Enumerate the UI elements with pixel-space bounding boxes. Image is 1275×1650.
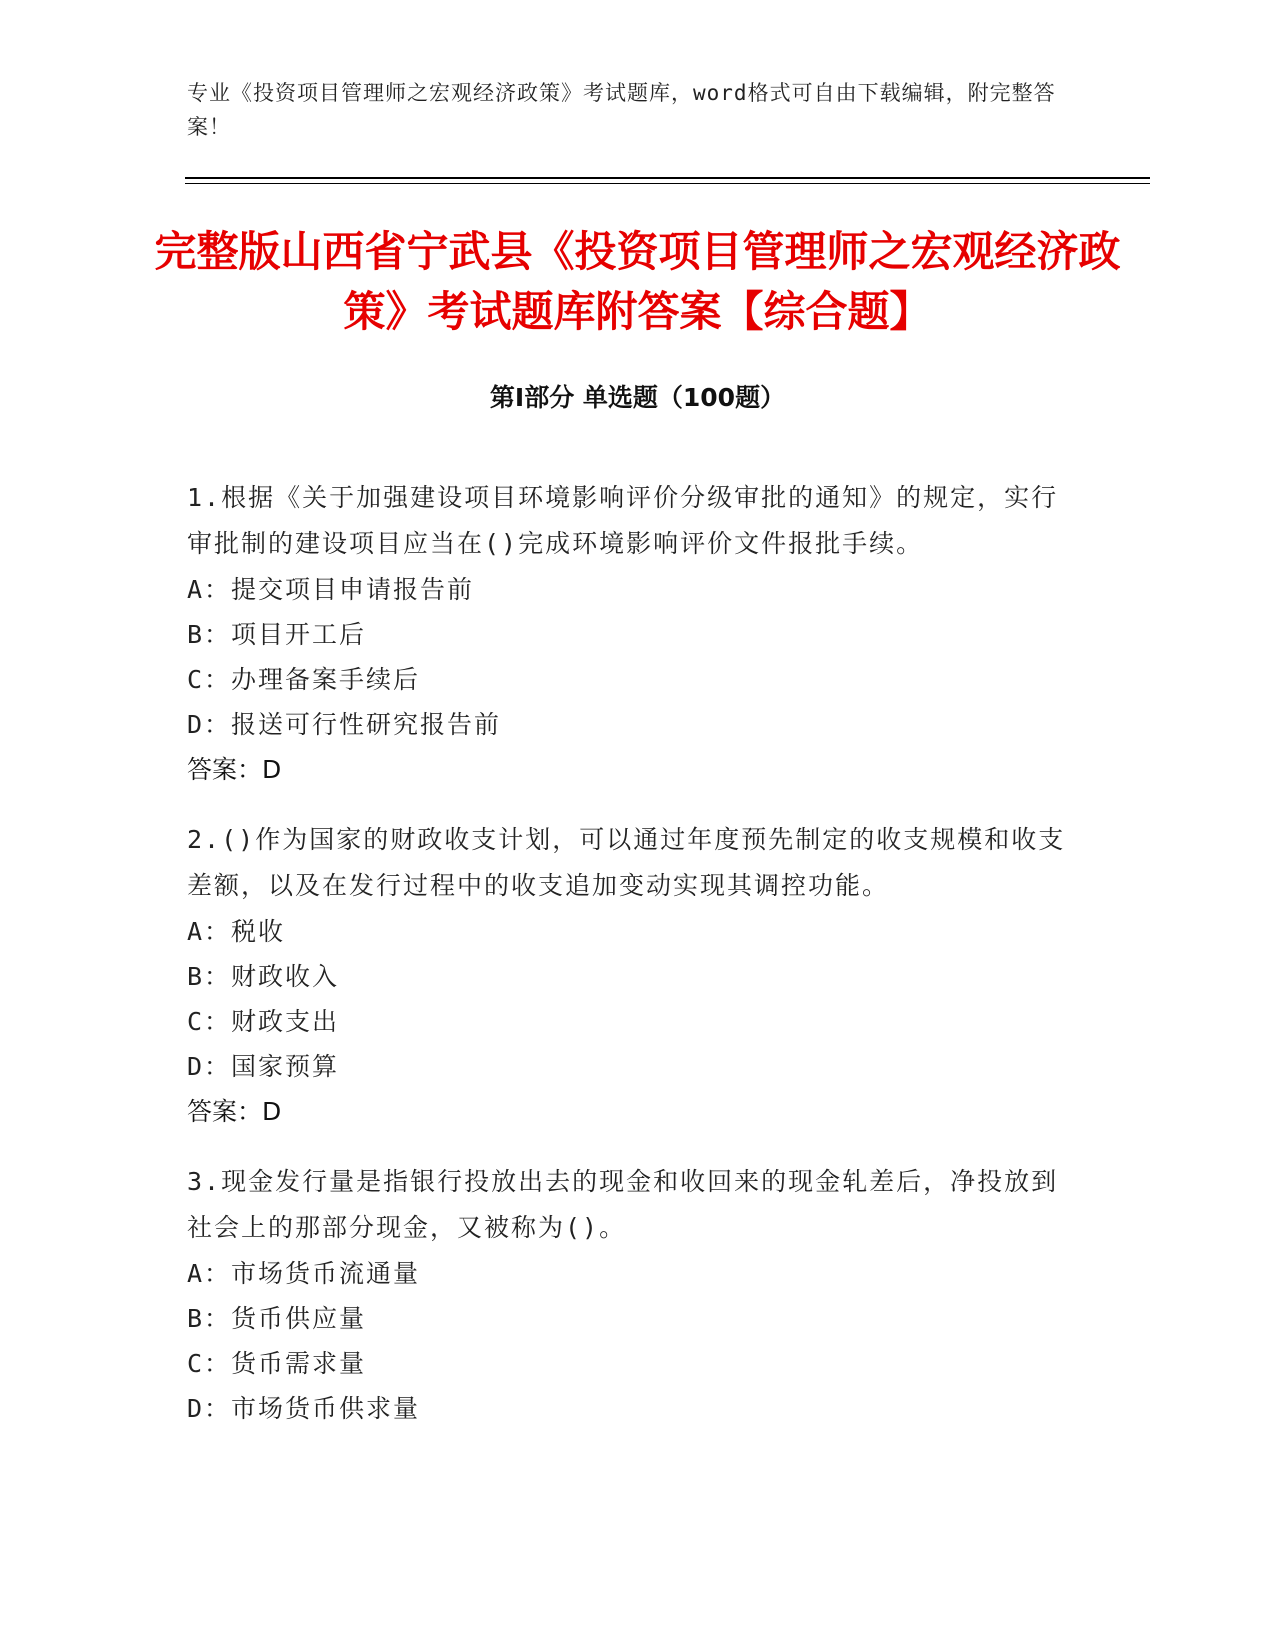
answer: 答案：D [187, 1097, 282, 1126]
question-stem: 1.根据《关于加强建设项目环境影响评价分级审批的通知》的规定，实行审批制的建设项目应当在()完成环境影响评价文件报批手续。 [187, 483, 1059, 558]
question-1 [187, 475, 1067, 793]
question-3 [187, 1159, 1067, 1431]
question-list [187, 475, 1067, 1455]
answer: 答案：D [187, 755, 282, 784]
section-title: 第Ⅰ部分 单选题（100题） [489, 383, 786, 412]
option-a: A：市场货币流通量 [187, 1259, 421, 1288]
option-a: A：提交项目申请报告前 [187, 575, 475, 604]
option-c: C：办理备案手续后 [187, 665, 421, 694]
option-a: A：税收 [187, 917, 286, 946]
option-c: C：财政支出 [187, 1007, 340, 1036]
question-stem: 2.()作为国家的财政收支计划，可以通过年度预先制定的收支规模和收支差额，以及在发行过程中的收支追加变动实现其调控功能。 [187, 825, 1066, 900]
option-b: B：财政收入 [187, 962, 340, 991]
header-rule-thick [185, 177, 1150, 179]
header-note: 专业《投资项目管理师之宏观经济政策》考试题库，word格式可自由下载编辑，附完整答案！ [187, 81, 1056, 139]
question-2 [187, 817, 1067, 1135]
header-rule-thin [185, 183, 1150, 184]
document-title: 完整版山西省宁武县《投资项目管理师之宏观经济政策》考试题库附答案【综合题】 [154, 227, 1121, 336]
option-b: B：货币供应量 [187, 1304, 367, 1333]
option-c: C：货币需求量 [187, 1349, 367, 1378]
option-d: D：报送可行性研究报告前 [187, 710, 502, 739]
question-stem: 3.现金发行量是指银行投放出去的现金和收回来的现金轧差后，净投放到社会上的那部分现金，又被称为()。 [187, 1167, 1059, 1242]
option-d: D：市场货币供求量 [187, 1394, 421, 1423]
option-d: D：国家预算 [187, 1052, 340, 1081]
option-b: B：项目开工后 [187, 620, 367, 649]
